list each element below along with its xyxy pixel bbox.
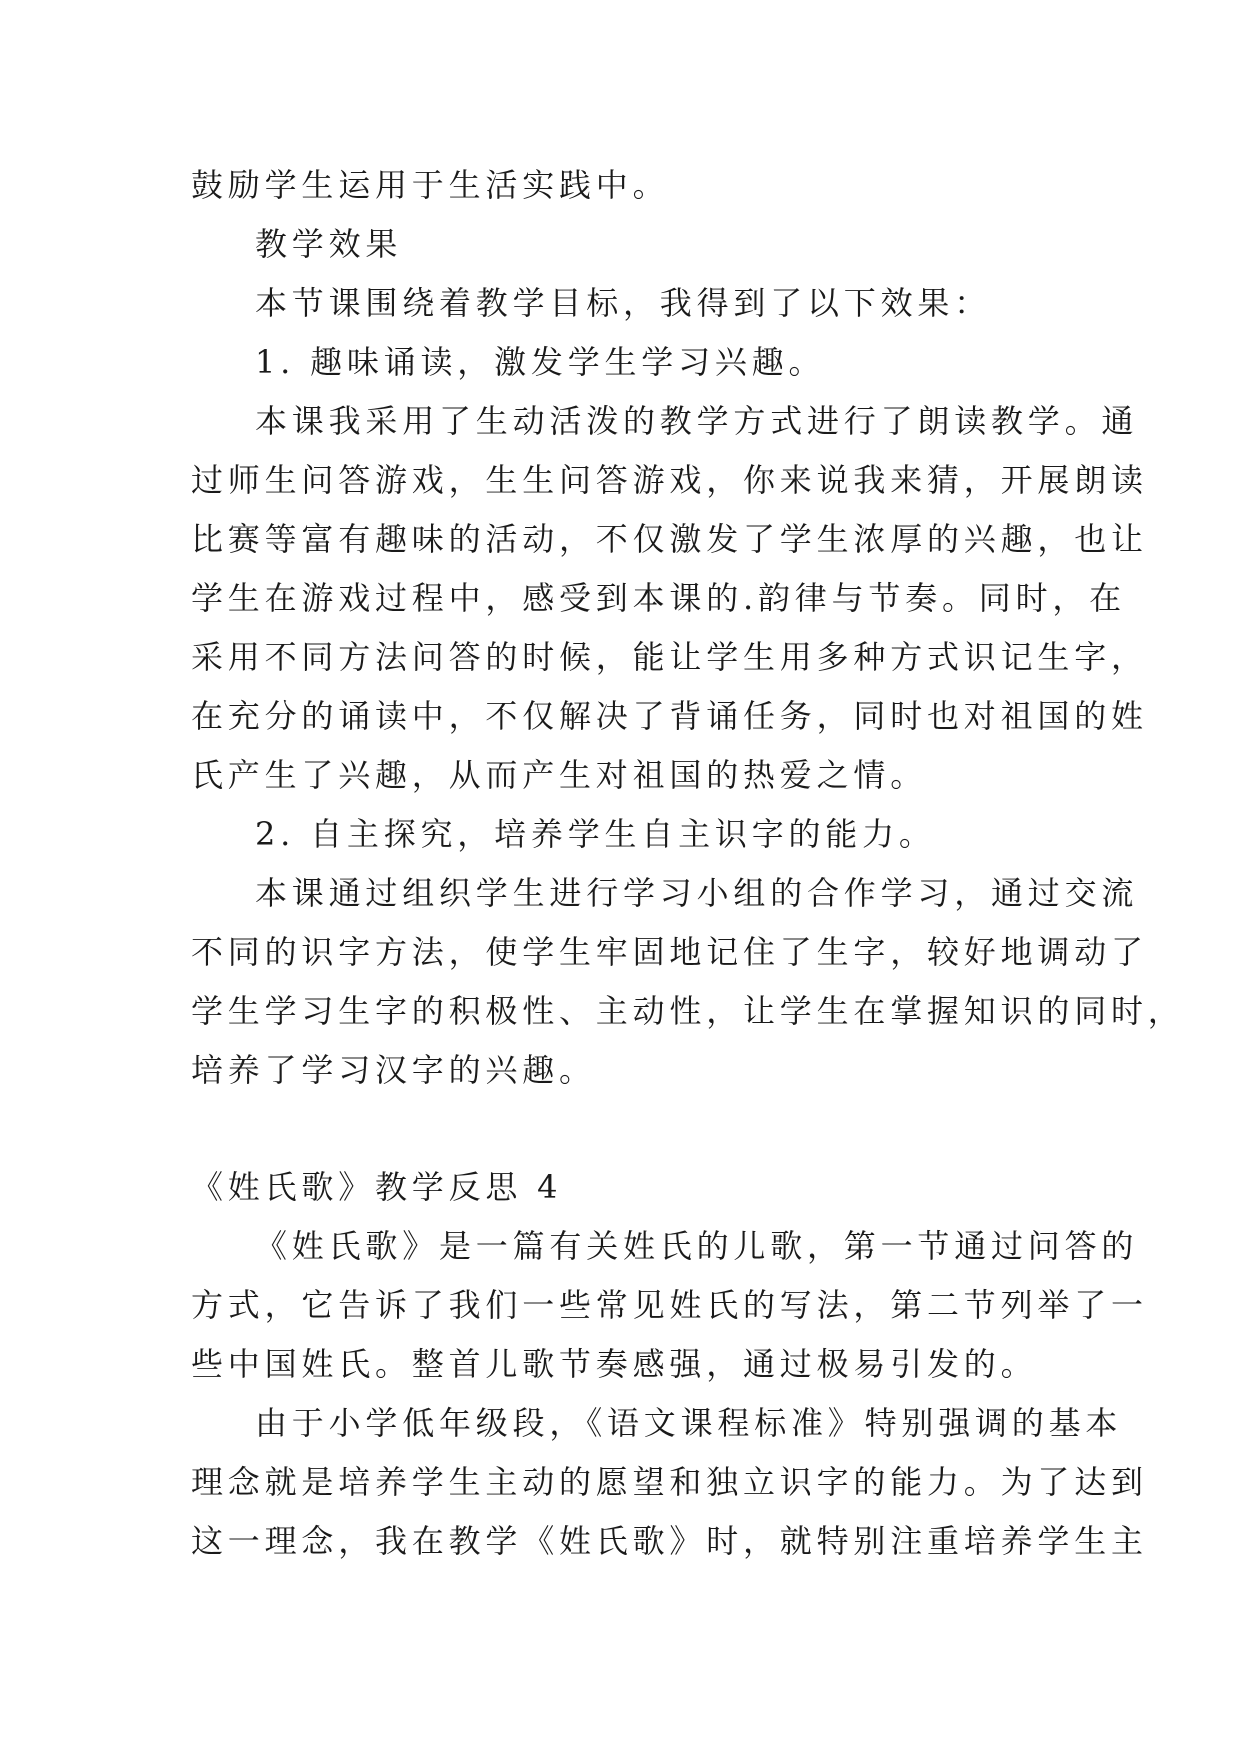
paragraph-line: 在充分的诵读中，不仅解决了背诵任务，同时也对祖国的姓 (191, 697, 1148, 735)
paragraph-line: 本课通过组织学生进行学习小组的合作学习，通过交流 (255, 874, 1139, 912)
list-item-heading: 1. 趣味诵读，激发学生学习兴趣。 (255, 343, 826, 381)
paragraph-line: 培养了学习汉字的兴趣。 (191, 1051, 596, 1089)
paragraph-line: 些中国姓氏。整首儿歌节奏感强，通过极易引发的。 (191, 1345, 1038, 1383)
paragraph-line: 过师生问答游戏，生生问答游戏，你来说我来猜，开展朗读 (191, 461, 1148, 499)
list-item-heading: 2. 自主探究，培养学生自主识字的能力。 (255, 815, 936, 853)
paragraph-line: 学生在游戏过程中，感受到本课的.韵律与节奏。同时，在 (191, 579, 1126, 617)
paragraph-line: 氏产生了兴趣，从而产生对祖国的热爱之情。 (191, 756, 928, 794)
article-title: 《姓氏歌》教学反思 4 (191, 1168, 563, 1206)
paragraph-line: 由于小学低年级段，《语文课程标准》特别强调的基本 (255, 1404, 1123, 1442)
paragraph-line: 学生学习生字的积极性、主动性，让学生在掌握知识的同时， (191, 992, 1185, 1030)
paragraph-line: 这一理念，我在教学《姓氏歌》时，就特别注重培养学生主 (191, 1522, 1148, 1560)
paragraph-line: 理念就是培养学生主动的愿望和独立识字的能力。为了达到 (191, 1463, 1148, 1501)
paragraph-line: 采用不同方法问答的时候，能让学生用多种方式识记生字， (191, 638, 1148, 676)
section-heading: 教学效果 (255, 225, 403, 263)
paragraph-line: 鼓励学生运用于生活实践中。 (191, 166, 670, 204)
paragraph-line: 方式，它告诉了我们一些常见姓氏的写法，第二节列举了一 (191, 1286, 1148, 1324)
paragraph-line: 本节课围绕着教学目标，我得到了以下效果： (255, 284, 992, 322)
paragraph-line: 比赛等富有趣味的活动，不仅激发了学生浓厚的兴趣，也让 (191, 520, 1148, 558)
paragraph-line: 本课我采用了生动活泼的教学方式进行了朗读教学。通 (255, 402, 1139, 440)
paragraph-line: 不同的识字方法，使学生牢固地记住了生字，较好地调动了 (191, 933, 1148, 971)
paragraph-line: 《姓氏歌》是一篇有关姓氏的儿歌，第一节通过问答的 (255, 1227, 1139, 1265)
